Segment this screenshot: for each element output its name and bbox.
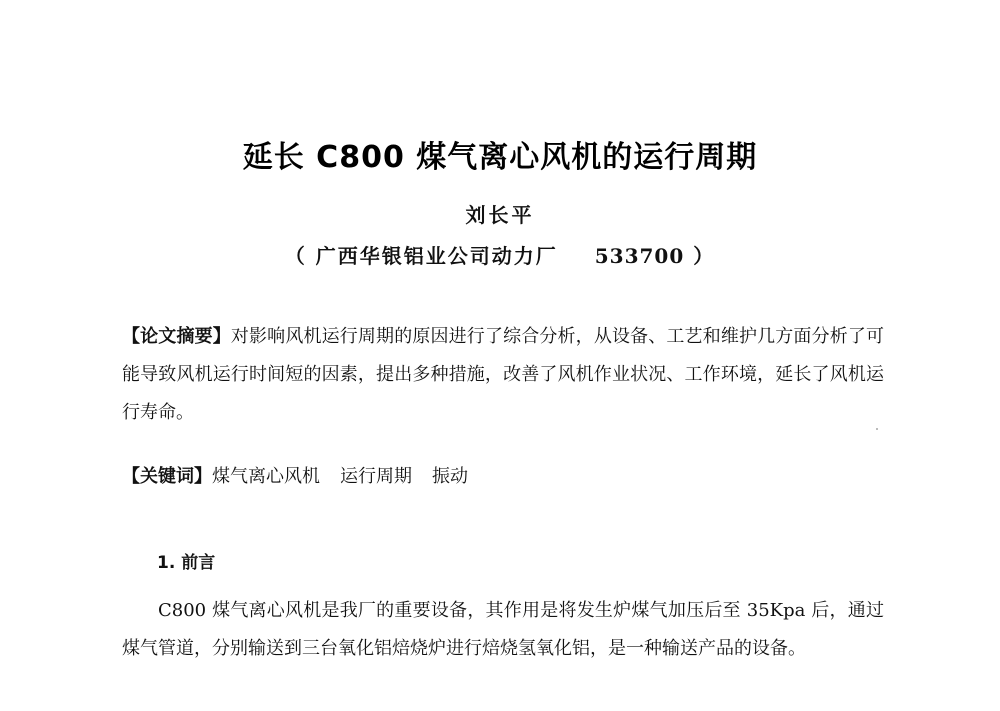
- affiliation-close-paren: ）: [693, 244, 716, 268]
- keyword-item: 运行周期: [340, 466, 412, 487]
- scan-speck: [876, 428, 878, 430]
- author-affiliation: [0, 240, 1000, 269]
- keywords-paragraph: [122, 458, 884, 496]
- keyword-item: 煤气离心风机: [212, 466, 320, 487]
- section-heading-introduction: 1. 前言: [157, 553, 216, 573]
- author-name: 刘长平: [465, 203, 535, 227]
- keywords-label: 【关键词】: [122, 466, 212, 487]
- abstract-text: 对影响风机运行周期的原因进行了综合分析，从设备、工艺和维护几方面分析了可能导致风机运行时间短的因素，提出多种措施，改善了风机作业状况、工作环境，延长了风机运行寿命。: [122, 326, 885, 423]
- introduction-paragraph: C800 煤气离心风机是我厂的重要设备，其作用是将发生炉煤气加压后至 35Kpa 后，通过煤气管道，分别输送到三台氧化铝焙烧炉进行焙烧氢氧化铝，是一种输送产品的设备。: [122, 600, 884, 659]
- keyword-item: 振动: [432, 466, 468, 487]
- paper-title: 延长 C800 煤气离心风机的运行周期: [242, 140, 758, 175]
- affiliation-postal-code: 533700: [594, 244, 685, 268]
- affiliation-open-paren: （: [284, 244, 307, 268]
- abstract-label: 【论文摘要】: [122, 326, 231, 347]
- affiliation-organization: 广西华银铝业公司动力厂: [315, 244, 558, 268]
- abstract-paragraph: [122, 318, 884, 432]
